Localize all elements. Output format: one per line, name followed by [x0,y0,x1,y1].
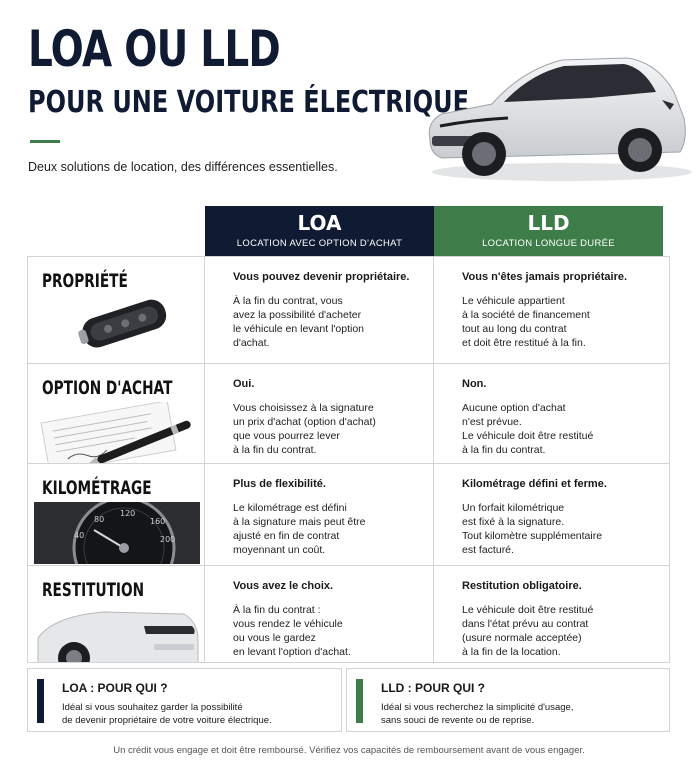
column-title-loa: LOA [297,211,342,235]
box-body: Idéal si vous souhaitez garder la possibilité de devenir propriétaire de votre voiture électrique. [62,702,272,726]
cell-lld [434,566,669,662]
svg-text:80: 80 [94,515,105,524]
box-title: LOA : POUR QUI ? [62,681,168,695]
cell-body: Le véhicule appartient à la société de financement tout au long du contrat et doit être restitué à la fin. [462,295,590,349]
page-subtitle: POUR UNE VOITURE ÉLECTRIQUE [28,85,469,120]
comparison-table [27,256,670,663]
cell-lld [434,364,669,463]
box-title: LLD : POUR QUI ? [381,681,485,695]
accent-bar [356,679,363,723]
svg-text:120: 120 [120,509,136,518]
car-rear-icon [34,604,200,662]
row-title: KILOMÉTRAGE [42,477,152,499]
speedometer-icon [34,502,200,564]
column-title-lld: LLD [527,211,570,235]
table-row [28,566,669,662]
contract-pen-icon [34,402,200,463]
row-title: OPTION D'ACHAT [42,377,173,399]
table-row [28,464,669,566]
cell-loa [205,464,434,565]
table-row [28,257,669,364]
column-subtitle-loa: LOCATION AVEC OPTION D'ACHAT [236,238,403,249]
cell-loa [205,257,434,363]
cell-lead: Restitution obligatoire. [462,580,582,592]
row-label-cell [28,566,205,662]
accent-bar [37,679,44,723]
column-header-loa [205,206,434,256]
cell-lead: Non. [462,378,487,390]
row-label-cell [28,364,205,463]
cell-body: À la fin du contrat : vous rendez le véhicule ou vous le gardez en levant l'option d'achat. [233,604,351,658]
svg-text:160: 160 [150,517,166,526]
cell-lead: Vous pouvez devenir propriétaire. [233,271,410,283]
cell-body: Le kilométrage est défini à la signature mais peut être ajusté en fin de contrat moyennant un coût. [233,502,366,556]
cell-body: À la fin du contrat, vous avez la possibilité d'acheter le véhicule en levant l'option d'achat. [233,295,365,349]
page-title: LOA OU LLD [28,20,281,78]
intro-text: Deux solutions de location, des différences essentielles. [28,160,338,174]
cell-lead: Vous n'êtes jamais propriétaire. [462,271,628,283]
loa-for-whom-box [27,668,342,732]
lld-for-whom-box [346,668,670,732]
cell-lld [434,464,669,565]
cell-loa [205,566,434,662]
row-title: PROPRIÉTÉ [42,270,128,292]
cell-body: Le véhicule doit être restitué dans l'état prévu au contrat (usure normale acceptée) à la fin de la location. [462,604,594,658]
column-subtitle-lld: LOCATION LONGUE DURÉE [482,238,615,249]
cell-lead: Oui. [233,378,255,390]
car-key-fob-icon [34,295,200,357]
table-row [28,364,669,464]
title-divider [30,140,60,143]
row-label-cell [28,257,205,363]
cell-lead: Kilométrage défini et ferme. [462,478,607,490]
row-title: RESTITUTION [42,579,145,601]
box-body: Idéal si vous recherchez la simplicité d'usage, sans souci de revente ou de reprise. [381,702,574,726]
cell-body: Un forfait kilométrique est fixé à la signature. Tout kilomètre supplémentaire est facturé. [462,502,603,556]
electric-car-image [412,40,692,190]
cell-lead: Plus de flexibilité. [233,478,326,490]
legal-disclaimer: Un crédit vous engage et doit être remboursé. Vérifiez vos capacités de remboursement avant de vous engager. [113,745,585,756]
cell-lld [434,257,669,363]
cell-lead: Vous avez le choix. [233,580,334,592]
svg-text:200: 200 [160,535,176,544]
column-header-lld [434,206,663,256]
row-label-cell [28,464,205,565]
svg-text:40: 40 [74,531,85,540]
cell-body: Vous choisissez à la signature un prix d'achat (option d'achat) que vous pourrez lever à la fin du contrat. [233,402,376,456]
cell-body: Aucune option d'achat n'est prévue. Le véhicule doit être restitué à la fin du contrat. [462,402,594,456]
cell-loa [205,364,434,463]
